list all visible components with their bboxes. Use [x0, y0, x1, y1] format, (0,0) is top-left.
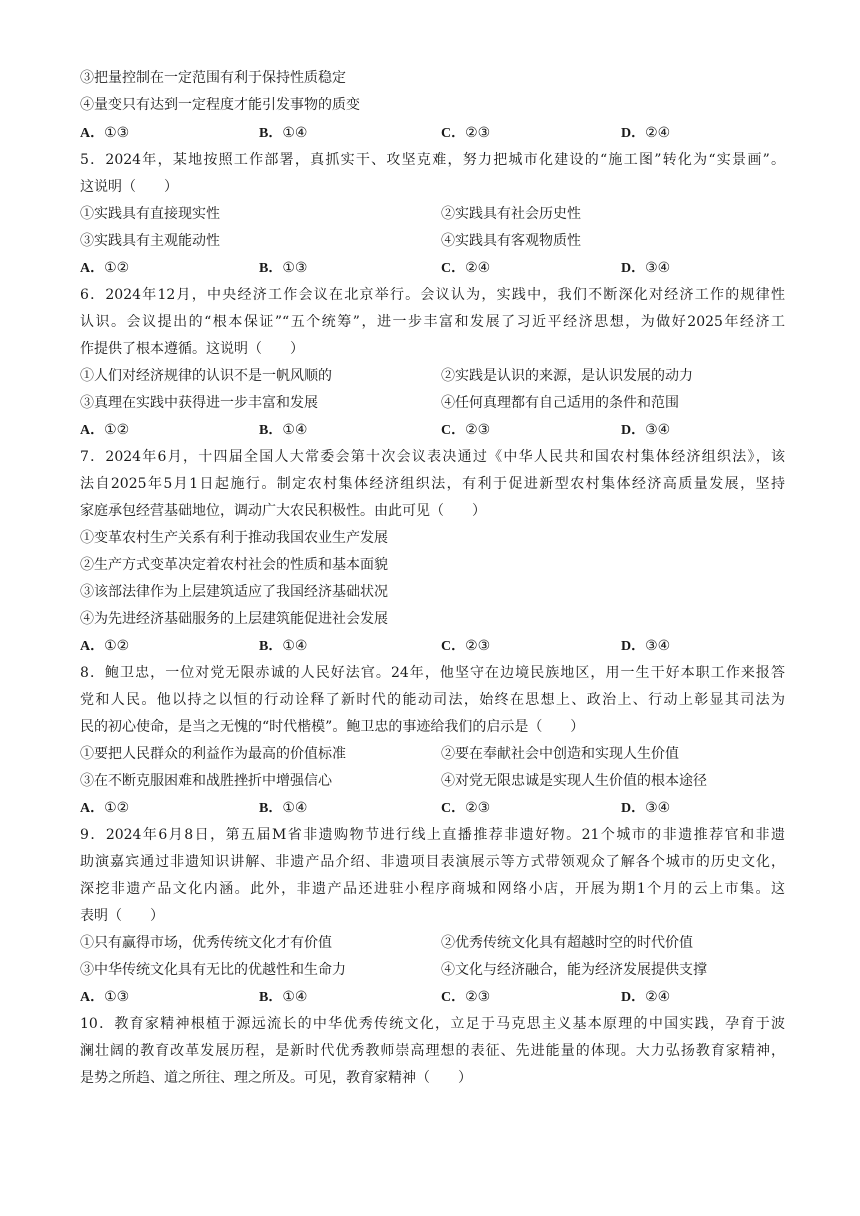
q7-stem-line-3: 家庭承包经营基础地位，调动广大农民积极性。由此可见（ ） — [80, 503, 486, 519]
q6-statement-4: ④任何真理都有自己适用的条件和范围 — [441, 395, 679, 411]
q7-statement-2: ②生产方式变革决定着农村社会的性质和基本面貌 — [80, 557, 388, 573]
q9-statement-4: ④文化与经济融合，能为经济发展提供支撑 — [441, 962, 707, 978]
q5-option-c: C．②④ — [441, 260, 491, 276]
q4-option-a: A．①③ — [80, 125, 130, 141]
q6-stem-line-1: 6．2024年12月，中央经济工作会议在北京举行。会议认为，实践中，我们不断深化对经济工作的规律性 — [80, 287, 785, 303]
q9-option-a: A．①③ — [80, 989, 130, 1005]
q9-stem-line-3: 深挖非遗产品文化内涵。此外，非遗产品还进驻小程序商城和网络小店，开展为期1个月的云上市集。这 — [80, 881, 785, 897]
q9-stem-line-4: 表明（ ） — [80, 908, 164, 924]
q10-stem-line-2: 澜壮阔的教育改革发展历程，是新时代优秀教师崇高理想的表征、先进能量的体现。大力弘扬教育家精神， — [80, 1043, 785, 1059]
q8-option-c: C．②③ — [441, 800, 491, 816]
q8-statement-3: ③在不断克服困难和战胜挫折中增强信心 — [80, 773, 332, 789]
q5-statement-3: ③实践具有主观能动性 — [80, 233, 220, 249]
q8-stem-line-3: 民的初心使命，是当之无愧的“时代楷模”。鲍卫忠的事迹给我们的启示是（ ） — [80, 719, 585, 735]
q7-option-b: B．①④ — [259, 638, 308, 654]
q7-stem-line-1: 7．2024年6月，十四届全国人大常委会第十次会议表决通过《中华人民共和国农村集体经济组织法》，该 — [80, 449, 785, 465]
q4-option-d: D．②④ — [621, 125, 671, 141]
q6-stem-line-3: 作提供了根本遵循。这说明（ ） — [80, 341, 304, 357]
q5-stem-line-2: 这说明（ ） — [80, 179, 178, 195]
q8-option-b: B．①④ — [259, 800, 308, 816]
q10-stem-line-3: 是势之所趋、道之所往、理之所及。可见，教育家精神（ ） — [80, 1070, 472, 1086]
q5-stem-line-1: 5．2024年，某地按照工作部署，真抓实干、攻坚克难，努力把城市化建设的“施工图”转化为“实景画”。 — [80, 152, 785, 168]
q8-stem-line-1: 8．鲍卫忠，一位对党无限赤诚的人民好法官。24年，他坚守在边境民族地区，用一生干好本职工作来报答 — [80, 665, 785, 681]
q7-statement-3: ③该部法律作为上层建筑适应了我国经济基础状况 — [80, 584, 388, 600]
q4-statement-3: ③把量控制在一定范围有利于保持性质稳定 — [80, 70, 346, 86]
q9-option-d: D．②④ — [621, 989, 671, 1005]
q6-statement-2: ②实践是认识的来源，是认识发展的动力 — [441, 368, 693, 384]
q5-statement-4: ④实践具有客观物质性 — [441, 233, 581, 249]
q6-stem-line-2: 认识。会议提出的“根本保证”“五个统筹”，进一步丰富和发展了习近平经济思想，为做好2025年经济工 — [80, 314, 785, 330]
q8-option-d: D．③④ — [621, 800, 671, 816]
q9-statement-1: ①只有赢得市场，优秀传统文化才有价值 — [80, 935, 332, 951]
q6-option-c: C．②③ — [441, 422, 491, 438]
q5-option-a: A．①② — [80, 260, 130, 276]
q9-stem-line-2: 助演嘉宾通过非遗知识讲解、非遗产品介绍、非遗项目表演展示等方式带领观众了解各个城市的历史文化， — [80, 854, 785, 870]
q4-option-c: C．②③ — [441, 125, 491, 141]
q5-statement-1: ①实践具有直接现实性 — [80, 206, 220, 222]
q7-option-d: D．③④ — [621, 638, 671, 654]
q9-option-b: B．①④ — [259, 989, 308, 1005]
q8-statement-2: ②要在奉献社会中创造和实现人生价值 — [441, 746, 679, 762]
q5-statement-2: ②实践具有社会历史性 — [441, 206, 581, 222]
q8-statement-4: ④对党无限忠诚是实现人生价值的根本途径 — [441, 773, 707, 789]
q7-statement-4: ④为先进经济基础服务的上层建筑能促进社会发展 — [80, 611, 388, 627]
q7-statement-1: ①变革农村生产关系有利于推动我国农业生产发展 — [80, 530, 388, 546]
q7-option-a: A．①② — [80, 638, 130, 654]
q8-option-a: A．①② — [80, 800, 130, 816]
q6-statement-1: ①人们对经济规律的认识不是一帆风顺的 — [80, 368, 332, 384]
q9-stem-line-1: 9．2024年6月8日，第五届M省非遗购物节进行线上直播推荐非遗好物。21个城市的非遗推荐官和非遗 — [80, 827, 785, 843]
q8-statement-1: ①要把人民群众的利益作为最高的价值标准 — [80, 746, 346, 762]
q5-option-b: B．①③ — [259, 260, 308, 276]
q9-statement-3: ③中华传统文化具有无比的优越性和生命力 — [80, 962, 346, 978]
q6-statement-3: ③真理在实践中获得进一步丰富和发展 — [80, 395, 318, 411]
q10-stem-line-1: 10．教育家精神根植于源远流长的中华优秀传统文化，立足于马克思主义基本原理的中国实践，孕育于波 — [80, 1016, 785, 1032]
q9-statement-2: ②优秀传统文化具有超越时空的时代价值 — [441, 935, 693, 951]
q7-stem-line-2: 法自2025年5月1日起施行。制定农村集体经济组织法，有利于促进新型农村集体经济高质量发展，坚持 — [80, 476, 785, 492]
q4-option-b: B．①④ — [259, 125, 308, 141]
q6-option-b: B．①④ — [259, 422, 308, 438]
q4-statement-4: ④量变只有达到一定程度才能引发事物的质变 — [80, 97, 360, 113]
q9-option-c: C．②③ — [441, 989, 491, 1005]
q5-option-d: D．③④ — [621, 260, 671, 276]
q6-option-d: D．③④ — [621, 422, 671, 438]
q7-option-c: C．②③ — [441, 638, 491, 654]
q8-stem-line-2: 党和人民。他以持之以恒的行动诠释了新时代的能动司法，始终在思想上、政治上、行动上彰显其司法为 — [80, 692, 785, 708]
q6-option-a: A．①② — [80, 422, 130, 438]
